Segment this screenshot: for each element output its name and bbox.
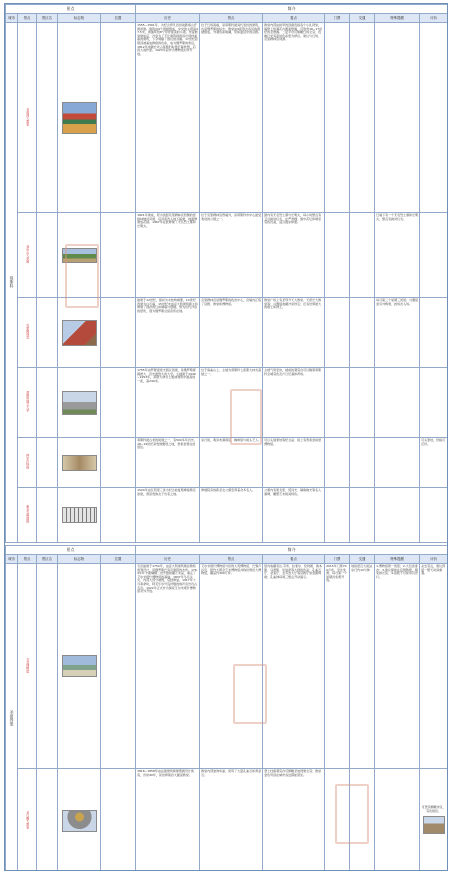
table-row [6,488,448,543]
traffic-cell [350,368,375,438]
rating-cell [420,769,448,872]
col-header: 城市 [6,555,18,564]
group-header-row [6,5,448,14]
history-cell: 莫斯科最古老的街道之一，有500多年历史。18~19世纪是贵族聚居之地，普希金曾在此居住。 [136,438,200,488]
col-header: 看点 [263,555,325,564]
landmark-cell [58,438,101,488]
group-header-intro: 简介 [136,546,448,555]
table-row [6,769,448,872]
watermark-stamp [233,664,267,724]
spot-name-cell: 莫斯科国立大学 [18,368,37,438]
spot-name-cell: 冬宫博物馆 [18,564,37,769]
landmark-cell [58,298,101,368]
intro-cell: 位于克里姆林宫西墙外，是莫斯科市中心最受欢迎的公园之一。 [200,213,263,298]
col-header: 历史 [136,14,200,23]
highlights-cell: 园内有无名烈士墓与长明火，每小时整点有卫兵换岗仪式，庄严肃穆；园中花坛和喷泉景致优美，适合散步休憩。 [263,213,325,298]
tips-cell: 每月第三个星期三闭馆；兵器馆需另外购票，按场次入场。 [375,298,420,368]
tips-cell [375,769,420,872]
ticket-cell [325,488,350,543]
tips-cell [375,23,420,213]
col-header: 历史 [136,555,200,564]
landmark-cell [58,368,101,438]
location-cell [101,368,136,438]
col-header: 位置 [101,14,136,23]
column-header-row [6,555,448,564]
spot-name-cell: 阿尔巴特街 [18,438,37,488]
landmark-photo [62,507,97,523]
city-cell: 圣彼得堡 [6,564,18,872]
highlights-cell: 登上柱廊观景台可俯瞰圣彼得堡全景；教堂金色穹顶在城市各处都能望见。 [263,769,325,872]
col-header: 门票 [325,555,350,564]
traffic-cell [350,213,375,298]
tips-cell [375,488,420,543]
landmark-photo [62,455,97,471]
rating-text: 可登顶俯瞰市区，景色极佳。 [421,805,446,813]
landmark-cell [58,488,101,543]
rating-cell [420,298,448,368]
group-header-intro: 简介 [136,5,448,14]
landmark-photo [62,391,97,415]
watermark-stamp [230,389,262,445]
ticket-cell: 2015年门票700卢布，学生免费；每月第一个星期四免费开放。 [325,564,350,769]
highlights-cell: 主楼气势宏伟，楼前的观景台可以眺望莫斯科全城景色及卢日尼基体育场。 [263,368,325,438]
tips-cell: 1.博物馆周一闭馆；2.大包需寄存；3.建议提前在官网购票，避免排长队；4.拍照不可使用闪光灯。 [375,564,420,769]
history-cell: 1524年由瓦西里三世为纪念收复斯摩棱斯克而建，曾是贵族女子出家之地。 [136,488,200,543]
traffic-cell [350,438,375,488]
landmark-photo [62,102,97,134]
col-header: 交通 [350,14,375,23]
spot-name-cell: 新圣女修道院 [18,488,37,543]
intro-cell: 步行街，两旁布满商店、咖啡馆与街头艺人。 [200,438,263,488]
traffic-cell [350,298,375,368]
col-header: 景点 [200,14,263,23]
area-cell [37,213,58,298]
col-header: 城市 [6,14,18,23]
col-header: 标志物 [58,14,101,23]
col-header: 看点 [263,14,325,23]
table-row [6,23,448,213]
tips-cell [375,368,420,438]
ticket-cell [325,438,350,488]
highlights-cell: 教堂广场上有圣母升天大教堂、天使长大教堂等；兵器馆收藏沙皇珍宝；还有世界最大的炮王和钟王。 [263,298,325,368]
ticket-cell [325,213,350,298]
history-cell: 1818~1858年由法国建筑师蒙费朗设计建造，历时40年，是世界第四大圆顶教堂。 [136,769,200,872]
rating-cell [420,213,448,298]
rating-cell: 必去景点，建议预留一整天时间参观。 [420,564,448,769]
landmark-cell [58,769,101,872]
table-row [6,438,448,488]
intro-cell: 位于红场南端，是莫斯科最具代表性的建筑，也是俄罗斯的标志。教堂由9座形态各异的塔楼组成，外观色彩斑斓，宛如童话中的宫殿。 [200,23,263,213]
rating-cell [420,23,448,213]
itinerary-sheet [4,3,448,871]
area-cell [37,438,58,488]
highlights-cell: 可以买到套娃等纪念品；街上有普希金故居博物馆。 [263,438,325,488]
watermark-stamp [335,784,369,844]
col-header: 景点 [18,555,37,564]
rating-cell: 可买套娃，价格可还价。 [420,438,448,488]
landmark-photo [423,816,445,834]
landmark-cell [58,564,101,769]
landmark-photo [62,810,97,832]
watermark-stamp [65,244,99,308]
area-cell [37,23,58,213]
location-cell [101,213,136,298]
group-header-spots: 景点 [6,5,136,14]
intro-cell: 克里姆林宫是俄罗斯的政治中心，宫墙内汇集了宫殿、教堂和博物馆。 [200,298,263,368]
history-cell: 1755年由罗蒙诺索夫倡议创建，是俄罗斯规模最大、历史最悠久的大学。主楼建于1949~1953年，是斯大林式七姐妹建筑中最高的一座，高240米。 [136,368,200,438]
col-header: 交通 [350,555,375,564]
col-header: 景区名 [37,14,58,23]
highlights-cell: 教堂内部由狭窄的回廊连接各个小礼拜堂，墙壁上绘满花卉图案壁画，可欣赏16~17世纪的圣像画。二层平台可俯瞰红场全景；夜晚灯光亮起时色彩更为梦幻。建议与红场、克里姆林宫同游。 [263,23,325,213]
area-cell [37,564,58,769]
history-cell: 始建于12世纪，最初为木结构城堡，14世纪改建为白石墙，15世纪末由意大利建筑师主持修建了现存的红砖城墙与塔楼。曾为历代沙皇的居所，现为俄罗斯总统府所在地。 [136,298,200,368]
col-header: 评价 [420,14,448,23]
area-cell [37,368,58,438]
ticket-cell [325,368,350,438]
location-cell [101,769,136,872]
col-header: 景区名 [37,555,58,564]
highlights-cell: 公墓内有果戈里、契诃夫、赫鲁晓夫等名人墓碑，雕塑艺术极具特色。 [263,488,325,543]
rating-cell [420,488,448,543]
ticket-cell [325,23,350,213]
intro-cell: 艾尔米塔什博物馆与伦敦大英博物馆、巴黎卢浮宫、纽约大都会艺术博物馆并称世界四大博物馆，藏品约300万件。 [200,564,263,769]
group-header-spots: 景点 [6,546,136,555]
table-row [6,564,448,769]
column-header-row [6,14,448,23]
col-header: 特殊提醒 [375,555,420,564]
tips-cell: 红墙下有一个无名烈士墓和长明火，整点有换岗仪式。 [375,213,420,298]
landmark-photo [62,655,97,677]
tips-cell [375,438,420,488]
history-cell: 冬宫始建于1754年，由意大利建筑师拉斯特雷利设计，是俄罗斯巴洛克建筑的杰作。1764年叶卡捷琳娜二世开始收藏艺术品，奠定了艾尔米塔什博物馆的基础。1837年冬宫失火，内部大部分被毁，后经修复。1917年十月革命时，阿芙乐尔号巡洋舰的炮声宣告攻占冬宫。1922年正式作为国家艾尔米塔什博物馆对外开放。 [136,564,200,769]
traffic-cell [350,488,375,543]
spot-name-cell: 圣彼得大教堂 [18,23,37,213]
history-cell: 1555~1561年，为纪念伊凡四世战胜喀山汗国而建。建筑由9个塔楼组成，中央的主塔高47.5米，周围环绕8个带洋葱顶的小塔。传说教堂建成后，沙皇为了不让建筑师再造出同样美丽的建筑，下令刺瞎了他们的双眼。17世纪起塔顶被漆成鲜艳的色彩，成为俄罗斯的象征。1812年拿破仑攻占莫斯科时曾打算炸毁，后因大雨作罢。1923年起作为博物馆对外开放。 [136,23,200,213]
col-header: 评价 [420,555,448,564]
highlights-cell: 馆内收藏有达·芬奇、拉斐尔、伦勃朗、鲁本斯、马蒂斯、毕加索等大师的作品；孔雀石厅、金銮厅、圣乔治大厅等宫殿厅堂金碧辉煌；孔雀钟每周三整点开动演示。 [263,564,325,769]
area-cell [37,769,58,872]
intro-cell: 位于麻雀山上，主楼为莫斯科七座斯大林式高楼之一。 [200,368,263,438]
location-cell [101,23,136,213]
col-header: 门票 [325,14,350,23]
area-cell [37,298,58,368]
location-cell [101,298,136,368]
traffic-cell: 地铁涅瓦大街站步行约10分钟 [350,564,375,769]
intro-cell: 修道院旁的新圣女公墓安葬着众多名人。 [200,488,263,543]
landmark-cell [58,23,101,213]
landmark-photo [62,320,97,346]
traffic-cell [350,23,375,213]
col-header: 特殊提醒 [375,14,420,23]
spot-name-cell: 亚历山大花园 [18,213,37,298]
history-cell: 1821年建成，原为流经克里姆林宫西侧的涅格林纳河河道，后河流改入地下暗渠，地面修建成花园。1967年在此修建了无名烈士墓和长明火。 [136,213,200,298]
location-cell [101,564,136,769]
table-row [6,298,448,368]
table-row [6,368,448,438]
intro-cell: 教堂内部装饰华丽，使用了大量孔雀石和青金石。 [200,769,263,872]
ticket-cell [325,298,350,368]
location-cell [101,438,136,488]
rating-cell [420,368,448,438]
area-cell [37,488,58,543]
spot-name-cell: 圣以撒大教堂 [18,769,37,872]
col-header: 位置 [101,555,136,564]
group-header-row [6,546,448,555]
col-header: 标志物 [58,555,101,564]
col-header: 景点 [18,14,37,23]
col-header: 景点 [200,555,263,564]
spot-name-cell: 克里姆林宫 [18,298,37,368]
city-cell: 莫斯科 [6,23,18,543]
attractions-table-stpetersburg [5,545,448,871]
location-cell [101,488,136,543]
